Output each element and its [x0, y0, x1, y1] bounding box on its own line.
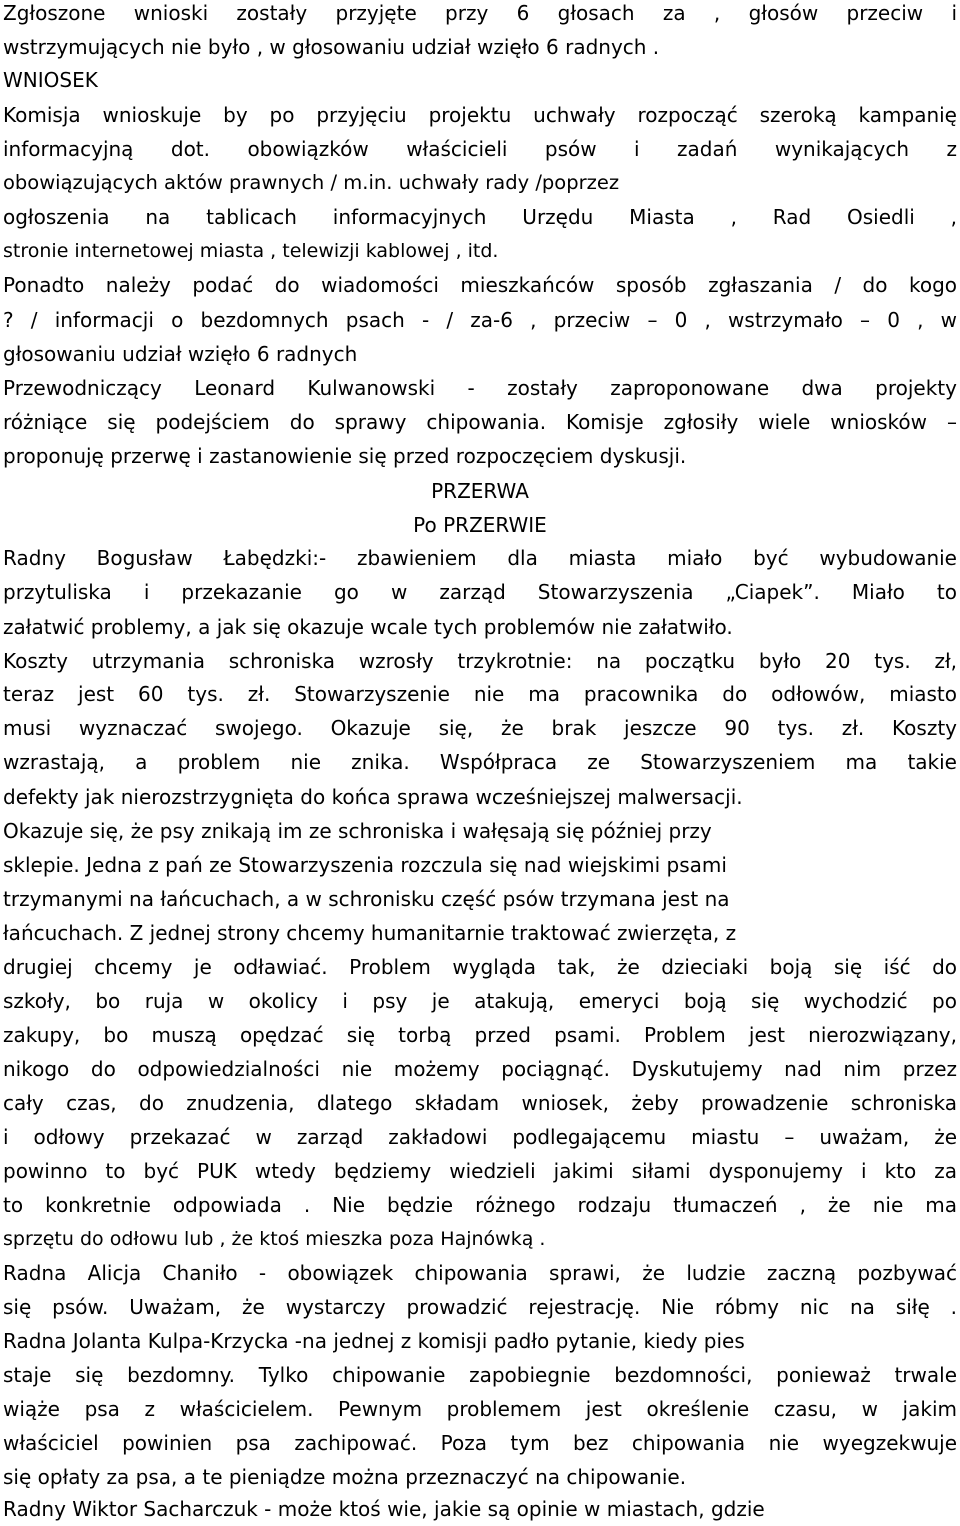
text-line: proponuję przerwę i zastanowienie się przed rozpoczęciem dyskusji. — [3, 444, 687, 468]
text-line: szkoły, bo ruja w okolicy i psy je atakują, emeryci boją się wychodzić po — [3, 989, 957, 1013]
text-line: sprzętu do odłowu lub , że ktoś mieszka poza Hajnówką . — [3, 1228, 546, 1250]
text-line: to konkretnie odpowiada . Nie będzie różnego rodzaju tłumaczeń , że nie ma — [3, 1193, 957, 1217]
text-line: ? / informacji o bezdomnych psach - / za-6 , przeciw – 0 , wstrzymało – 0 , w — [3, 308, 957, 332]
text-line: Przewodniczący Leonard Kulwanowski - zostały zaproponowane dwa projekty — [3, 376, 957, 400]
text-line: Radny Bogusław Łabędzki:- zbawieniem dla miasta miało być wybudowanie — [3, 546, 957, 570]
text-line: nikogo do odpowiedzialności nie możemy pociągnąć. Dyskutujemy nad nim przez — [3, 1057, 957, 1081]
text-line: głosowaniu udział wzięło 6 radnych — [3, 342, 358, 366]
text-line: się opłaty za psa, a te pieniądze można przeznaczyć na chipowanie. — [3, 1465, 687, 1489]
text-line: teraz jest 60 tys. zł. Stowarzyszenie nie ma pracownika do odłowów, miasto — [3, 682, 957, 706]
text-line: ogłoszenia na tablicach informacyjnych Urzędu Miasta , Rad Osiedli , — [3, 205, 957, 229]
text-line: Ponadto należy podać do wiadomości mieszkańców sposób zgłaszania / do kogo — [3, 273, 957, 297]
text-line: Komisja wnioskuje by po przyjęciu projektu uchwały rozpocząć szeroką kampanię — [3, 103, 957, 127]
text-line: informacyjną dot. obowiązków właścicieli psów i zadań wynikających z — [3, 137, 957, 161]
text-line: wzrastają, a problem nie znika. Współpraca ze Stowarzyszeniem ma takie — [3, 750, 957, 774]
text-line: trzymanymi na łańcuchach, a w schronisku część psów trzymana jest na — [3, 887, 730, 911]
text-line: Radna Jolanta Kulpa-Krzycka -na jednej z komisji padło pytanie, kiedy pies — [3, 1329, 745, 1353]
text-line: Zgłoszone wnioski zostały przyjęte przy 6 głosach za , głosów przeciw i — [3, 1, 957, 25]
text-line: sklepie. Jedna z pań ze Stowarzyszenia rozczula się nad wiejskimi psami — [3, 853, 727, 877]
text-line: i odłowy przekazać w zarząd zakładowi podlegającemu miastu – uważam, że — [3, 1125, 957, 1149]
text-line: obowiązujących aktów prawnych / m.in. uchwały rady /poprzez — [3, 171, 620, 194]
text-line: Radna Alicja Chaniło - obowiązek chipowania sprawi, że ludzie zaczną pozbywać — [3, 1261, 957, 1285]
text-line: drugiej chcemy je odławiać. Problem wygląda tak, że dzieciaki boją się iść do — [3, 955, 957, 979]
text-line: staje się bezdomny. Tylko chipowanie zapobiegnie bezdomności, ponieważ trwale — [3, 1363, 957, 1387]
heading-po-przerwie: Po PRZERWIE — [413, 513, 547, 537]
text-line: różniące się podejściem do sprawy chipowania. Komisje zgłosiły wiele wniosków – — [3, 410, 957, 434]
text-line: musi wyznaczać swojego. Okazuje się, że brak jeszcze 90 tys. zł. Koszty — [3, 716, 957, 740]
text-line: stronie internetowej miasta , telewizji kablowej , itd. — [3, 240, 499, 262]
text-line: łańcuchach. Z jednej strony chcemy humanitarnie traktować zwierzęta, z — [3, 921, 737, 945]
text-line: się psów. Uważam, że wystarczy prowadzić rejestrację. Nie róbmy nic na siłę . — [3, 1295, 957, 1319]
text-line: przytuliska i przekazanie go w zarząd Stowarzyszenia „Ciapek”. Miało to — [3, 580, 957, 604]
text-line: właściciel powinien psa zachipować. Poza tym bez chipowania nie wyegzekwuje — [3, 1431, 957, 1455]
text-line: Koszty utrzymania schroniska wzrosły trzykrotnie: na początku było 20 tys. zł, — [3, 649, 957, 673]
text-line: Okazuje się, że psy znikają im ze schroniska i wałęsają się później przy — [3, 819, 712, 843]
text-line: wstrzymujących nie było , w głosowaniu udział wzięło 6 radnych . — [3, 35, 660, 59]
text-line: wiąże psa z właścicielem. Pewnym problemem jest określenie czasu, w jakim — [3, 1397, 957, 1421]
text-line: Radny Wiktor Sacharczuk - może ktoś wie, jakie są opinie w miastach, gdzie — [3, 1497, 765, 1521]
text-line: załatwić problemy, a jak się okazuje wcale tych problemów nie załatwiło. — [3, 615, 733, 639]
text-line: cały czas, do znudzenia, dlatego składam wniosek, żeby prowadzenie schroniska — [3, 1091, 957, 1115]
text-line: powinno to być PUK wtedy będziemy wiedzieli jakimi siłami dysponujemy i kto za — [3, 1159, 957, 1183]
text-line: zakupy, bo muszą opędzać się torbą przed psami. Problem jest nierozwiązany, — [3, 1023, 957, 1047]
heading-przerwa: PRZERWA — [431, 479, 529, 503]
text-line: defekty jak nierozstrzygnięta do końca sprawa wcześniejszej malwersacji. — [3, 785, 743, 809]
section-heading-wniosek: WNIOSEK — [3, 68, 98, 92]
